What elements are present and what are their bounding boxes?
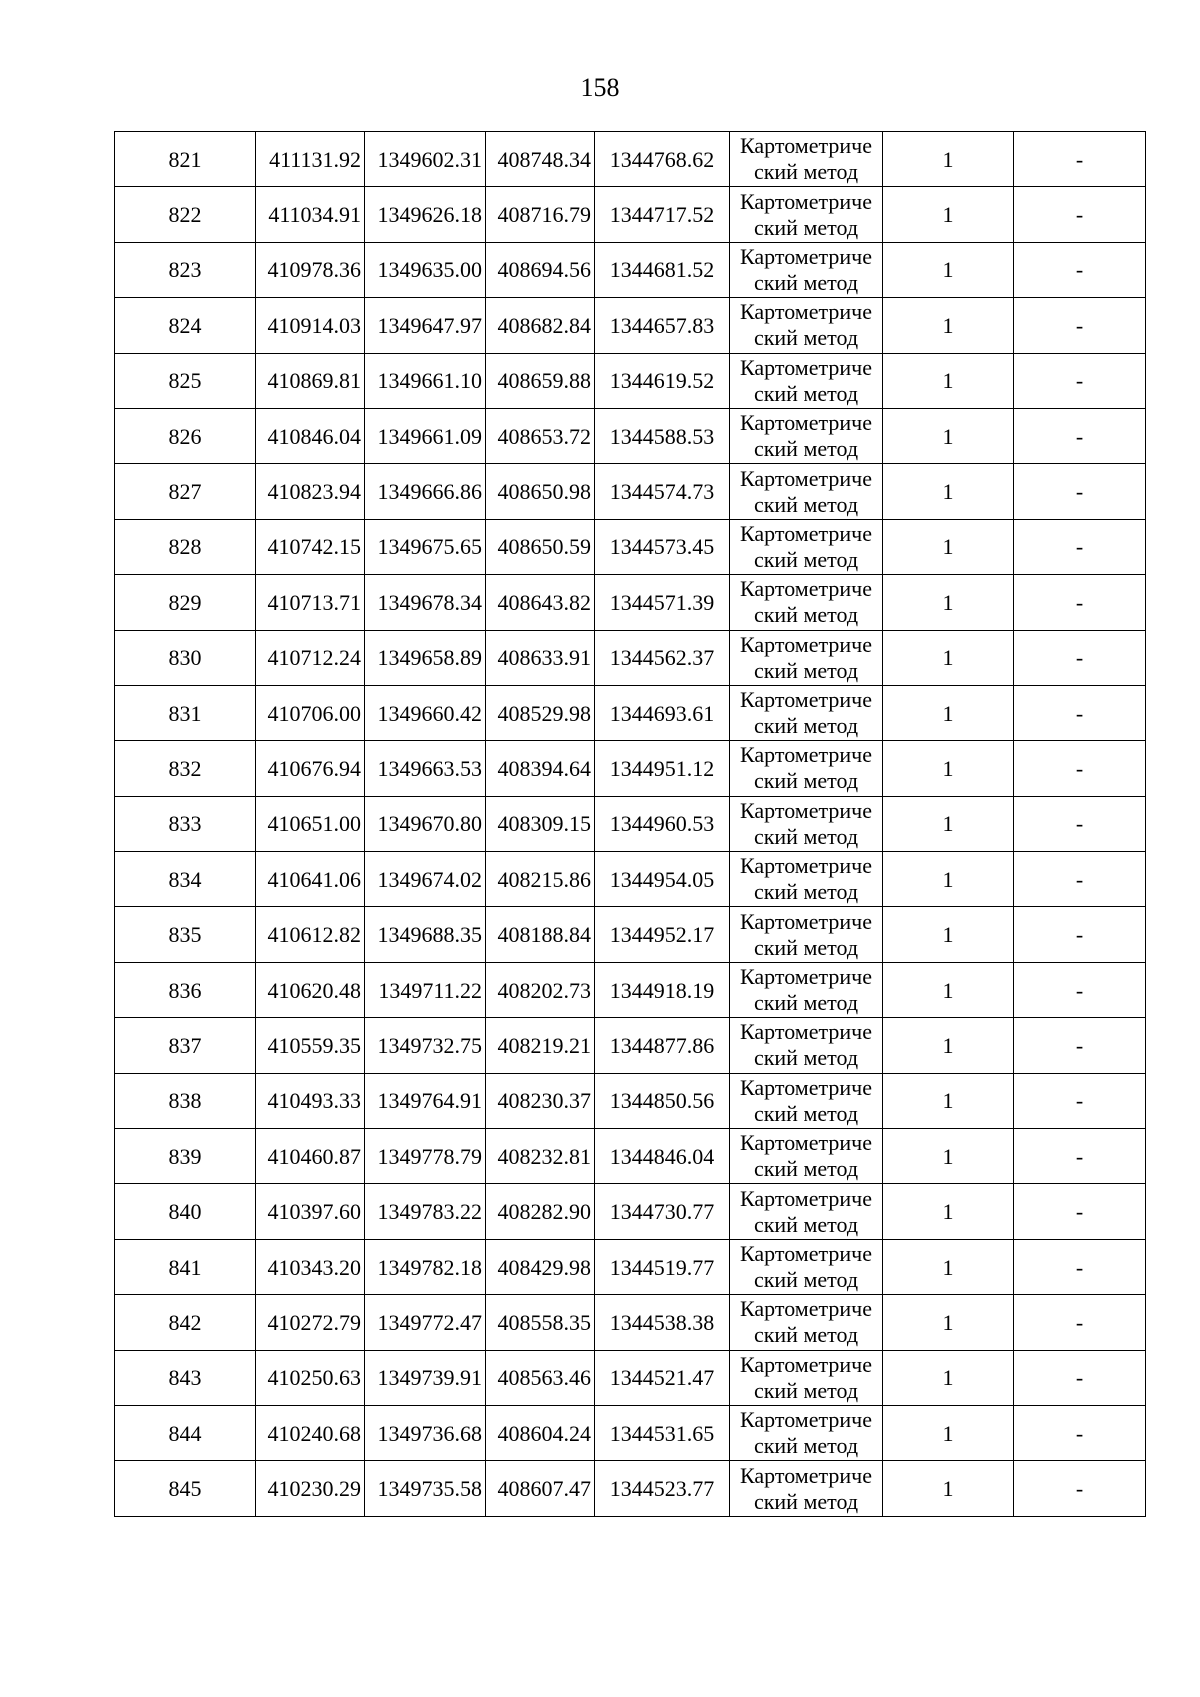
y-coordinate-cell: 1349626.18 [365,187,486,242]
note-cell: - [1014,353,1146,408]
method-cell [730,1461,883,1516]
point-number-cell: 839 [115,1129,256,1184]
point-number-cell: 823 [115,242,256,297]
table-body [115,132,1146,1517]
y-coordinate-cell: 1349783.22 [365,1184,486,1239]
method-line-2: ский метод [753,1488,859,1514]
method-line-1: Картометриче [740,1351,872,1377]
note-cell: - [1014,298,1146,353]
method-cell [730,630,883,685]
table-row [115,630,1146,685]
y2-coordinate-cell: 1344519.77 [595,1239,730,1294]
method-line-1: Картометриче [740,687,872,713]
y-coordinate-cell: 1349764.91 [365,1073,486,1128]
x-coordinate-cell: 410460.87 [256,1129,365,1184]
note-cell: - [1014,685,1146,740]
x-coordinate-cell: 410712.24 [256,630,365,685]
method-cell [730,1350,883,1405]
x2-coordinate-cell: 408682.84 [486,298,595,353]
method-line-2: ский метод [753,602,859,628]
x2-coordinate-cell: 408529.98 [486,685,595,740]
method-cell [730,242,883,297]
y-coordinate-cell: 1349739.91 [365,1350,486,1405]
y-coordinate-cell: 1349647.97 [365,298,486,353]
method-line-2: ский метод [753,823,859,849]
precision-cell: 1 [883,298,1014,353]
method-line-2: ский метод [753,1267,859,1292]
x-coordinate-cell: 410713.71 [256,575,365,630]
precision-cell: 1 [883,741,1014,796]
method-cell [730,796,883,851]
note-cell: - [1014,1239,1146,1294]
x-coordinate-cell: 410272.79 [256,1295,365,1350]
y2-coordinate-cell: 1344918.19 [595,962,730,1017]
x-coordinate-cell: 410612.82 [256,907,365,962]
method-line-1: Картометриче [740,354,872,380]
method-line-2: ский метод [753,491,859,517]
x-coordinate-cell: 410240.68 [256,1405,365,1460]
x-coordinate-cell: 410676.94 [256,741,365,796]
y2-coordinate-cell: 1344562.37 [595,630,730,685]
x-coordinate-cell: 410343.20 [256,1239,365,1294]
y-coordinate-cell: 1349732.75 [365,1018,486,1073]
point-number-cell: 828 [115,519,256,574]
y2-coordinate-cell: 1344531.65 [595,1405,730,1460]
point-number-cell: 827 [115,464,256,519]
x2-coordinate-cell: 408563.46 [486,1350,595,1405]
x2-coordinate-cell: 408309.15 [486,796,595,851]
method-line-2: ский метод [753,1211,859,1237]
note-cell: - [1014,242,1146,297]
y2-coordinate-cell: 1344846.04 [595,1129,730,1184]
method-line-2: ский метод [753,879,859,905]
method-line-2: ский метод [753,380,859,406]
y-coordinate-cell: 1349675.65 [365,519,486,574]
method-cell [730,464,883,519]
point-number-cell: 845 [115,1461,256,1516]
x2-coordinate-cell: 408282.90 [486,1184,595,1239]
method-line-2: ский метод [753,1100,859,1126]
method-cell [730,852,883,907]
x-coordinate-cell: 410914.03 [256,298,365,353]
table-row [115,1018,1146,1073]
method-line-1: Картометриче [740,742,872,768]
y2-coordinate-cell: 1344951.12 [595,741,730,796]
method-line-2: ский метод [753,1156,859,1182]
method-line-2: ский метод [753,768,859,794]
y-coordinate-cell: 1349663.53 [365,741,486,796]
x2-coordinate-cell: 408232.81 [486,1129,595,1184]
x-coordinate-cell: 410230.29 [256,1461,365,1516]
note-cell: - [1014,962,1146,1017]
x2-coordinate-cell: 408394.64 [486,741,595,796]
method-line-2: ский метод [753,1045,859,1071]
point-number-cell: 837 [115,1018,256,1073]
table-row [115,464,1146,519]
y2-coordinate-cell: 1344657.83 [595,298,730,353]
method-line-1: Картометриче [740,853,872,879]
point-number-cell: 832 [115,741,256,796]
method-line-1: Картометриче [740,1074,872,1100]
y2-coordinate-cell: 1344954.05 [595,852,730,907]
note-cell: - [1014,1350,1146,1405]
y-coordinate-cell: 1349660.42 [365,685,486,740]
precision-cell: 1 [883,519,1014,574]
method-line-2: ский метод [753,214,859,240]
note-cell: - [1014,1295,1146,1350]
table-row [115,187,1146,242]
note-cell: - [1014,1073,1146,1128]
precision-cell: 1 [883,1405,1014,1460]
x2-coordinate-cell: 408188.84 [486,907,595,962]
method-cell [730,907,883,962]
method-line-2: ский метод [753,159,859,185]
point-number-cell: 822 [115,187,256,242]
note-cell: - [1014,1018,1146,1073]
method-line-2: ский метод [753,934,859,960]
point-number-cell: 843 [115,1350,256,1405]
y2-coordinate-cell: 1344693.61 [595,685,730,740]
x2-coordinate-cell: 408694.56 [486,242,595,297]
method-line-1: Картометриче [740,1241,872,1266]
precision-cell: 1 [883,796,1014,851]
method-cell [730,298,883,353]
y2-coordinate-cell: 1344571.39 [595,575,730,630]
note-cell: - [1014,741,1146,796]
precision-cell: 1 [883,1295,1014,1350]
method-line-1: Картометриче [740,797,872,823]
note-cell: - [1014,1129,1146,1184]
method-cell [730,1018,883,1073]
x2-coordinate-cell: 408716.79 [486,187,595,242]
precision-cell: 1 [883,852,1014,907]
table-row [115,1461,1146,1516]
note-cell: - [1014,1405,1146,1460]
y2-coordinate-cell: 1344850.56 [595,1073,730,1128]
method-line-2: ский метод [753,269,859,295]
x-coordinate-cell: 410620.48 [256,962,365,1017]
method-line-1: Картометриче [740,576,872,602]
x2-coordinate-cell: 408219.21 [486,1018,595,1073]
method-line-1: Картометриче [740,520,872,546]
method-line-1: Картометриче [740,1185,872,1211]
table-row [115,575,1146,630]
x2-coordinate-cell: 408215.86 [486,852,595,907]
precision-cell: 1 [883,630,1014,685]
precision-cell: 1 [883,1184,1014,1239]
x2-coordinate-cell: 408659.88 [486,353,595,408]
precision-cell: 1 [883,187,1014,242]
y-coordinate-cell: 1349635.00 [365,242,486,297]
table-row [115,1239,1146,1294]
x-coordinate-cell: 410823.94 [256,464,365,519]
x2-coordinate-cell: 408429.98 [486,1239,595,1294]
table-row [115,242,1146,297]
precision-cell: 1 [883,575,1014,630]
y2-coordinate-cell: 1344619.52 [595,353,730,408]
method-line-1: Картометриче [740,133,872,159]
point-number-cell: 830 [115,630,256,685]
method-line-1: Картометриче [740,299,872,325]
note-cell: - [1014,187,1146,242]
note-cell: - [1014,575,1146,630]
method-cell [730,575,883,630]
x-coordinate-cell: 410706.00 [256,685,365,740]
point-number-cell: 825 [115,353,256,408]
point-number-cell: 834 [115,852,256,907]
precision-cell: 1 [883,242,1014,297]
method-cell [730,1184,883,1239]
y-coordinate-cell: 1349778.79 [365,1129,486,1184]
y2-coordinate-cell: 1344574.73 [595,464,730,519]
method-line-1: Картометриче [740,631,872,657]
precision-cell: 1 [883,685,1014,740]
point-number-cell: 821 [115,132,256,187]
table-row [115,1129,1146,1184]
method-cell [730,741,883,796]
table-row [115,519,1146,574]
method-line-1: Картометриче [740,465,872,491]
point-number-cell: 844 [115,1405,256,1460]
method-cell [730,1239,883,1294]
x2-coordinate-cell: 408643.82 [486,575,595,630]
x2-coordinate-cell: 408653.72 [486,408,595,463]
method-line-1: Картометриче [740,1296,872,1322]
method-line-1: Картометриче [740,188,872,214]
point-number-cell: 842 [115,1295,256,1350]
precision-cell: 1 [883,353,1014,408]
note-cell: - [1014,408,1146,463]
x2-coordinate-cell: 408230.37 [486,1073,595,1128]
note-cell: - [1014,519,1146,574]
method-line-1: Картометриче [740,1130,872,1156]
method-line-1: Картометриче [740,410,872,436]
method-cell [730,1295,883,1350]
x2-coordinate-cell: 408604.24 [486,1405,595,1460]
y-coordinate-cell: 1349602.31 [365,132,486,187]
x2-coordinate-cell: 408607.47 [486,1461,595,1516]
precision-cell: 1 [883,1073,1014,1128]
point-number-cell: 833 [115,796,256,851]
y2-coordinate-cell: 1344768.62 [595,132,730,187]
table-row [115,408,1146,463]
y-coordinate-cell: 1349688.35 [365,907,486,962]
precision-cell: 1 [883,1018,1014,1073]
x2-coordinate-cell: 408650.98 [486,464,595,519]
precision-cell: 1 [883,907,1014,962]
table-row [115,741,1146,796]
method-cell [730,1129,883,1184]
point-number-cell: 831 [115,685,256,740]
method-line-1: Картометриче [740,908,872,934]
table-row [115,353,1146,408]
precision-cell: 1 [883,1129,1014,1184]
x-coordinate-cell: 410493.33 [256,1073,365,1128]
y-coordinate-cell: 1349782.18 [365,1239,486,1294]
method-cell [730,1073,883,1128]
x-coordinate-cell: 410869.81 [256,353,365,408]
method-line-2: ский метод [753,1377,859,1403]
x-coordinate-cell: 410397.60 [256,1184,365,1239]
table-row [115,1073,1146,1128]
table-row [115,298,1146,353]
precision-cell: 1 [883,132,1014,187]
method-cell [730,353,883,408]
table-row [115,962,1146,1017]
y2-coordinate-cell: 1344717.52 [595,187,730,242]
point-number-cell: 836 [115,962,256,1017]
y-coordinate-cell: 1349670.80 [365,796,486,851]
point-number-cell: 829 [115,575,256,630]
x2-coordinate-cell: 408650.59 [486,519,595,574]
method-line-2: ский метод [753,1322,859,1348]
table-row [115,132,1146,187]
method-line-2: ский метод [753,1433,859,1459]
precision-cell: 1 [883,1350,1014,1405]
note-cell: - [1014,132,1146,187]
y-coordinate-cell: 1349735.58 [365,1461,486,1516]
y2-coordinate-cell: 1344588.53 [595,408,730,463]
x2-coordinate-cell: 408748.34 [486,132,595,187]
y2-coordinate-cell: 1344952.17 [595,907,730,962]
y-coordinate-cell: 1349661.09 [365,408,486,463]
y2-coordinate-cell: 1344681.52 [595,242,730,297]
precision-cell: 1 [883,464,1014,519]
y-coordinate-cell: 1349711.22 [365,962,486,1017]
table-row [115,852,1146,907]
y-coordinate-cell: 1349772.47 [365,1295,486,1350]
x-coordinate-cell: 411131.92 [256,132,365,187]
table-row [115,1184,1146,1239]
note-cell: - [1014,907,1146,962]
y2-coordinate-cell: 1344521.47 [595,1350,730,1405]
x2-coordinate-cell: 408202.73 [486,962,595,1017]
precision-cell: 1 [883,408,1014,463]
y2-coordinate-cell: 1344877.86 [595,1018,730,1073]
table-row [115,796,1146,851]
x-coordinate-cell: 410742.15 [256,519,365,574]
x-coordinate-cell: 410250.63 [256,1350,365,1405]
method-cell [730,187,883,242]
x-coordinate-cell: 411034.91 [256,187,365,242]
point-number-cell: 841 [115,1239,256,1294]
x-coordinate-cell: 410651.00 [256,796,365,851]
method-cell [730,962,883,1017]
method-line-1: Картометриче [740,1019,872,1045]
point-number-cell: 824 [115,298,256,353]
method-cell [730,408,883,463]
point-number-cell: 838 [115,1073,256,1128]
method-line-2: ский метод [753,990,859,1016]
method-line-2: ский метод [753,436,859,462]
note-cell: - [1014,796,1146,851]
x-coordinate-cell: 410846.04 [256,408,365,463]
table-row [115,1295,1146,1350]
method-line-1: Картометриче [740,1407,872,1433]
y2-coordinate-cell: 1344523.77 [595,1461,730,1516]
x2-coordinate-cell: 408633.91 [486,630,595,685]
method-cell [730,685,883,740]
point-number-cell: 826 [115,408,256,463]
precision-cell: 1 [883,1239,1014,1294]
method-line-1: Картометриче [740,964,872,990]
precision-cell: 1 [883,1461,1014,1516]
method-line-2: ский метод [753,325,859,351]
coordinates-table [114,131,1146,1517]
method-cell [730,519,883,574]
y2-coordinate-cell: 1344960.53 [595,796,730,851]
y-coordinate-cell: 1349674.02 [365,852,486,907]
note-cell: - [1014,464,1146,519]
point-number-cell: 835 [115,907,256,962]
x-coordinate-cell: 410978.36 [256,242,365,297]
y-coordinate-cell: 1349661.10 [365,353,486,408]
note-cell: - [1014,1461,1146,1516]
table-row [115,907,1146,962]
precision-cell: 1 [883,962,1014,1017]
y2-coordinate-cell: 1344730.77 [595,1184,730,1239]
point-number-cell: 840 [115,1184,256,1239]
table-row [115,1350,1146,1405]
method-cell [730,132,883,187]
method-cell [730,1405,883,1460]
note-cell: - [1014,1184,1146,1239]
y2-coordinate-cell: 1344538.38 [595,1295,730,1350]
note-cell: - [1014,630,1146,685]
y-coordinate-cell: 1349736.68 [365,1405,486,1460]
table-row [115,1405,1146,1460]
y2-coordinate-cell: 1344573.45 [595,519,730,574]
x2-coordinate-cell: 408558.35 [486,1295,595,1350]
y-coordinate-cell: 1349658.89 [365,630,486,685]
method-line-2: ский метод [753,657,859,683]
x-coordinate-cell: 410641.06 [256,852,365,907]
note-cell: - [1014,852,1146,907]
page-number: 158 [580,73,620,102]
method-line-1: Картометриче [740,1462,872,1488]
y-coordinate-cell: 1349678.34 [365,575,486,630]
method-line-2: ский метод [753,546,859,572]
x-coordinate-cell: 410559.35 [256,1018,365,1073]
method-line-1: Картометриче [740,243,872,269]
method-line-2: ский метод [753,713,859,739]
y-coordinate-cell: 1349666.86 [365,464,486,519]
table-row [115,685,1146,740]
